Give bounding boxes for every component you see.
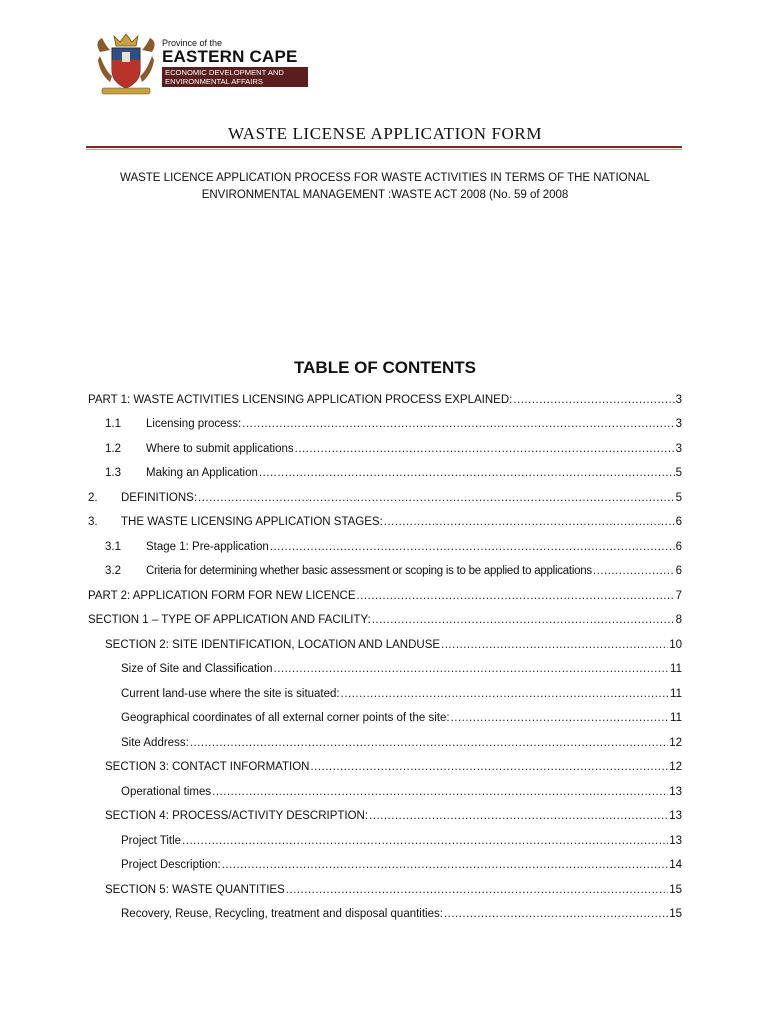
toc-entry-label: Current land-use where the site is situated:	[121, 688, 340, 700]
toc-leader-dots	[357, 588, 675, 604]
toc-leader-dots	[182, 833, 668, 849]
title-rule	[86, 146, 682, 148]
title-rule-shadow	[86, 149, 682, 150]
toc-leader-dots	[593, 563, 675, 579]
toc-leader-dots	[190, 735, 668, 751]
toc-entry-page: 13	[669, 835, 682, 847]
toc-entry-number: 3.2	[105, 565, 121, 577]
toc-heading: TABLE OF CONTENTS	[294, 358, 476, 377]
toc-entry-label: Project Title	[121, 835, 182, 847]
toc-entry-page: 15	[669, 884, 682, 896]
toc-entry[interactable]	[105, 808, 682, 824]
toc-entry-page: 5	[675, 467, 682, 479]
toc-leader-dots	[310, 759, 668, 775]
toc-entry[interactable]	[121, 661, 682, 677]
toc-entry-page: 13	[669, 810, 682, 822]
toc-entry-number: 1.2	[105, 443, 121, 455]
toc-entry[interactable]	[121, 784, 682, 800]
toc-entry[interactable]	[105, 539, 682, 555]
toc-leader-dots	[441, 637, 668, 653]
subtitle-line-1: WASTE LICENCE APPLICATION PROCESS FOR WASTE ACTIVITIES IN TERMS OF THE NATIONAL	[120, 172, 650, 184]
toc-entry[interactable]	[105, 465, 682, 481]
toc-entry[interactable]	[105, 441, 682, 457]
toc-entry-label: Operational times	[121, 786, 212, 798]
toc-entry-label: SECTION 4: PROCESS/ACTIVITY DESCRIPTION:	[105, 810, 369, 822]
toc-leader-dots	[384, 514, 675, 530]
department-name	[162, 67, 308, 87]
toc-entry[interactable]	[105, 637, 682, 653]
toc-entry-label: Where to submit applications	[146, 443, 294, 455]
toc-entry-number: 3.	[88, 516, 98, 528]
toc-entry-label: Geographical coordinates of all external corner points of the site:	[121, 712, 450, 724]
toc-entry[interactable]	[105, 416, 682, 432]
toc-entry-number: 1.1	[105, 418, 121, 430]
toc-entry-page: 13	[669, 786, 682, 798]
toc-entry-label: DEFINITIONS:	[121, 492, 198, 504]
subtitle-line-2: ENVIRONMENTAL MANAGEMENT :WASTE ACT 2008 (No. 59 of 2008	[201, 189, 569, 201]
toc-entry[interactable]	[88, 514, 682, 530]
toc-entry-label: SECTION 1 – TYPE OF APPLICATION AND FACILITY:	[88, 614, 371, 626]
toc-entry-page: 12	[669, 761, 682, 773]
toc-entry-page: 6	[675, 565, 682, 577]
toc-entry[interactable]	[121, 833, 682, 849]
toc-entry[interactable]	[88, 612, 682, 628]
toc-entry[interactable]	[121, 686, 682, 702]
department-logo	[92, 32, 307, 96]
toc-leader-dots	[259, 465, 675, 481]
toc-entry-label: SECTION 2: SITE IDENTIFICATION, LOCATION AND LANDUSE	[105, 639, 441, 651]
toc-entry-page: 11	[670, 688, 682, 700]
toc-entry-label: Stage 1: Pre-application	[146, 541, 269, 553]
toc-entry-label: PART 2: APPLICATION FORM FOR NEW LICENCE	[88, 590, 356, 602]
toc-entry-label: Criteria for determining whether basic assessment or scoping is to be applied to applications	[146, 565, 592, 577]
toc-leader-dots	[295, 441, 675, 457]
toc-entry-label: SECTION 3: CONTACT INFORMATION	[105, 761, 310, 773]
toc-entry-page: 7	[675, 590, 682, 602]
toc-entry[interactable]	[88, 490, 682, 506]
toc-leader-dots	[513, 392, 674, 408]
toc-entry[interactable]	[105, 759, 682, 775]
toc-entry-label: Recovery, Reuse, Recycling, treatment and disposal quantities:	[121, 908, 443, 920]
toc-entry-page: 12	[669, 737, 682, 749]
toc-entry-label: Site Address:	[121, 737, 189, 749]
toc-entry-page: 14	[669, 859, 682, 871]
toc-leader-dots	[372, 612, 675, 628]
department-line-1: ECONOMIC DEVELOPMENT AND	[165, 68, 284, 77]
toc-entry-page: 5	[675, 492, 682, 504]
toc-entry-label: SECTION 5: WASTE QUANTITIES	[105, 884, 285, 896]
toc-entry-number: 3.1	[105, 541, 121, 553]
toc-entry-number: 2.	[88, 492, 98, 504]
toc-entry[interactable]	[121, 735, 682, 751]
document-title: WASTE LICENSE APPLICATION FORM	[227, 124, 543, 143]
toc-leader-dots	[369, 808, 668, 824]
toc-leader-dots	[451, 710, 669, 726]
toc-entry-label: Making an Application	[146, 467, 258, 479]
toc-entry[interactable]	[88, 588, 682, 604]
toc-leader-dots	[341, 686, 669, 702]
toc-entry-page: 3	[675, 443, 682, 455]
toc-entry[interactable]	[88, 392, 682, 408]
toc-leader-dots	[222, 857, 668, 873]
toc-entry-page: 6	[675, 516, 682, 528]
toc-entry-label: THE WASTE LICENSING APPLICATION STAGES:	[121, 516, 383, 528]
coat-of-arms-icon	[92, 32, 160, 96]
toc-leader-dots	[274, 661, 670, 677]
toc-entry-page: 3	[675, 394, 682, 406]
toc-entry-page: 15	[669, 908, 682, 920]
toc-entry-number: 1.3	[105, 467, 121, 479]
department-line-2: ENVIRONMENTAL AFFAIRS	[165, 77, 263, 86]
toc-entry[interactable]	[105, 882, 682, 898]
toc-entry-page: 8	[675, 614, 682, 626]
toc-entry-label: Project Description:	[121, 859, 221, 871]
toc-leader-dots	[444, 906, 668, 922]
logo-text	[162, 38, 308, 87]
toc-entry-page: 6	[675, 541, 682, 553]
toc-entry[interactable]	[105, 563, 682, 579]
toc-entry-label: Size of Site and Classification	[121, 663, 273, 675]
province-prefix: Province of the	[162, 38, 223, 48]
toc-entry[interactable]	[121, 857, 682, 873]
toc-entry[interactable]	[121, 906, 682, 922]
toc-entry-page: 11	[670, 663, 682, 675]
toc-leader-dots	[198, 490, 675, 506]
toc-entry-page: 3	[675, 418, 682, 430]
document-subtitle	[60, 170, 710, 204]
toc-entry[interactable]	[121, 710, 682, 726]
toc-entry-page: 11	[670, 712, 682, 724]
toc-leader-dots	[286, 882, 668, 898]
toc-entry-label: PART 1: WASTE ACTIVITIES LICENSING APPLICATION PROCESS EXPLAINED:	[88, 394, 513, 406]
toc-entry-page: 10	[669, 639, 682, 651]
toc-leader-dots	[270, 539, 675, 555]
toc-leader-dots	[212, 784, 668, 800]
province-name: EASTERN CAPE	[162, 47, 298, 66]
toc-leader-dots	[242, 416, 674, 432]
toc-entry-label: Licensing process:	[146, 418, 242, 430]
